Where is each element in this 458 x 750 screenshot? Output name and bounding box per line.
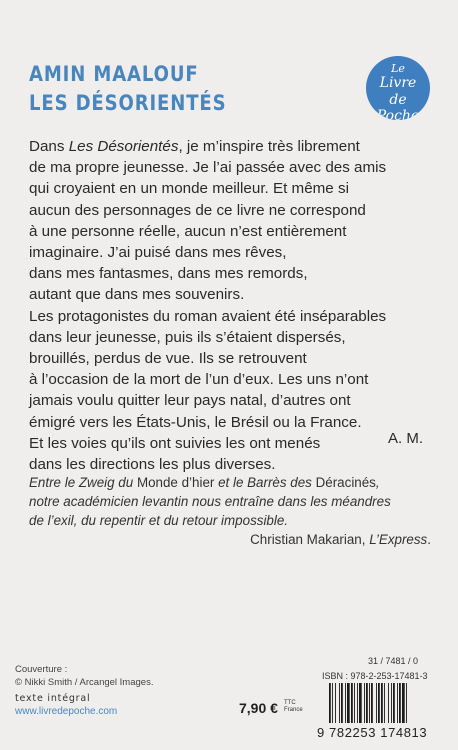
cover-credits [15, 664, 153, 689]
livre-de-poche-logo [366, 56, 430, 120]
review-fragment: . [427, 532, 431, 547]
price-tax-note [284, 700, 303, 714]
author-name: AMIN MAALOUF [29, 62, 199, 86]
blurb-line: brouillés, perdus de vue. Ils se retrouvent [29, 350, 307, 368]
barcode-icon [328, 683, 433, 723]
blurb-line: qui croyaient en un monde meilleur. Et même si [29, 180, 349, 198]
ttc-label: TTC [284, 700, 296, 706]
catalog-code: 31 / 7481 / 0 [368, 656, 419, 666]
logo-line-livre: Livre [379, 75, 417, 91]
blurb-line: imaginaire. J’ai puisé dans mes rêves, [29, 244, 287, 262]
country-label: France [284, 707, 303, 713]
barcode-digits: 9 782253 174813 [317, 725, 428, 740]
review-attribution [29, 530, 431, 549]
logo-line-le: Le [391, 62, 405, 75]
author-signature: A. M. [388, 430, 424, 447]
review-line: notre académicien levantin nous entraîne dans les méandres [29, 494, 391, 509]
review-work-title: Monde d’hier [136, 475, 215, 490]
logo-line-poche: de Poche [376, 92, 420, 120]
book-title: LES DÉSORIENTÉS [29, 91, 227, 115]
reviewer-name: Christian Makarian, [250, 532, 370, 547]
texte-integral-label: texte intégral [15, 693, 91, 704]
blurb-line: jamais voulu quitter leur pays natal, d’autres ont [29, 392, 351, 410]
blurb-fragment: , je m’inspire très librement [178, 138, 360, 155]
blurb-fragment: Dans [29, 138, 69, 155]
blurb-book-title: Les Désorientés [68, 138, 179, 155]
blurb-line [29, 136, 439, 157]
blurb-line: dans les directions les plus diverses. [29, 456, 276, 474]
blurb-line: Et les voies qu’ils ont suivies les ont menés [29, 434, 321, 452]
blurb-line: autant que dans mes souvenirs. [29, 286, 245, 304]
review-work-title: Déracinés [315, 475, 376, 490]
press-review [29, 473, 439, 549]
review-fragment: , [375, 475, 380, 490]
blurb-line: dans mes fantasmes, dans mes remords, [29, 265, 308, 283]
publication-name: L’Express [369, 532, 428, 547]
blurb-line: Les protagonistes du roman avaient été inséparables [29, 307, 387, 325]
blurb-text [29, 136, 439, 475]
blurb-line: à l’occasion de la mort de l’un d’eux. Les uns n’ont [29, 371, 369, 389]
review-line [29, 473, 439, 492]
review-fragment: Entre le Zweig du [29, 475, 137, 490]
credits-line: Couverture : [15, 664, 68, 675]
blurb-line: à une personne réelle, aucun n’est entièrement [29, 222, 347, 240]
website-link[interactable]: www.livredepoche.com [15, 706, 118, 717]
blurb-line: dans leur jeunesse, puis ils s’étaient dispersés, [29, 328, 346, 346]
price-label: 7,90 € [239, 700, 278, 716]
blurb-line: aucun des personnages de ce livre ne correspond [29, 201, 366, 219]
blurb-line: émigré vers les États-Unis, le Brésil ou la France. [29, 413, 362, 431]
review-fragment: et le Barrès des [214, 475, 316, 490]
review-line: de l’exil, du repentir et du retour impossible. [29, 513, 289, 528]
isbn-number: ISBN : 978-2-253-17481-3 [322, 671, 428, 681]
blurb-line: de ma propre jeunesse. Je l’ai passée avec des amis [29, 159, 387, 177]
credits-line: © Nikki Smith / Arcangel Images. [15, 676, 154, 688]
